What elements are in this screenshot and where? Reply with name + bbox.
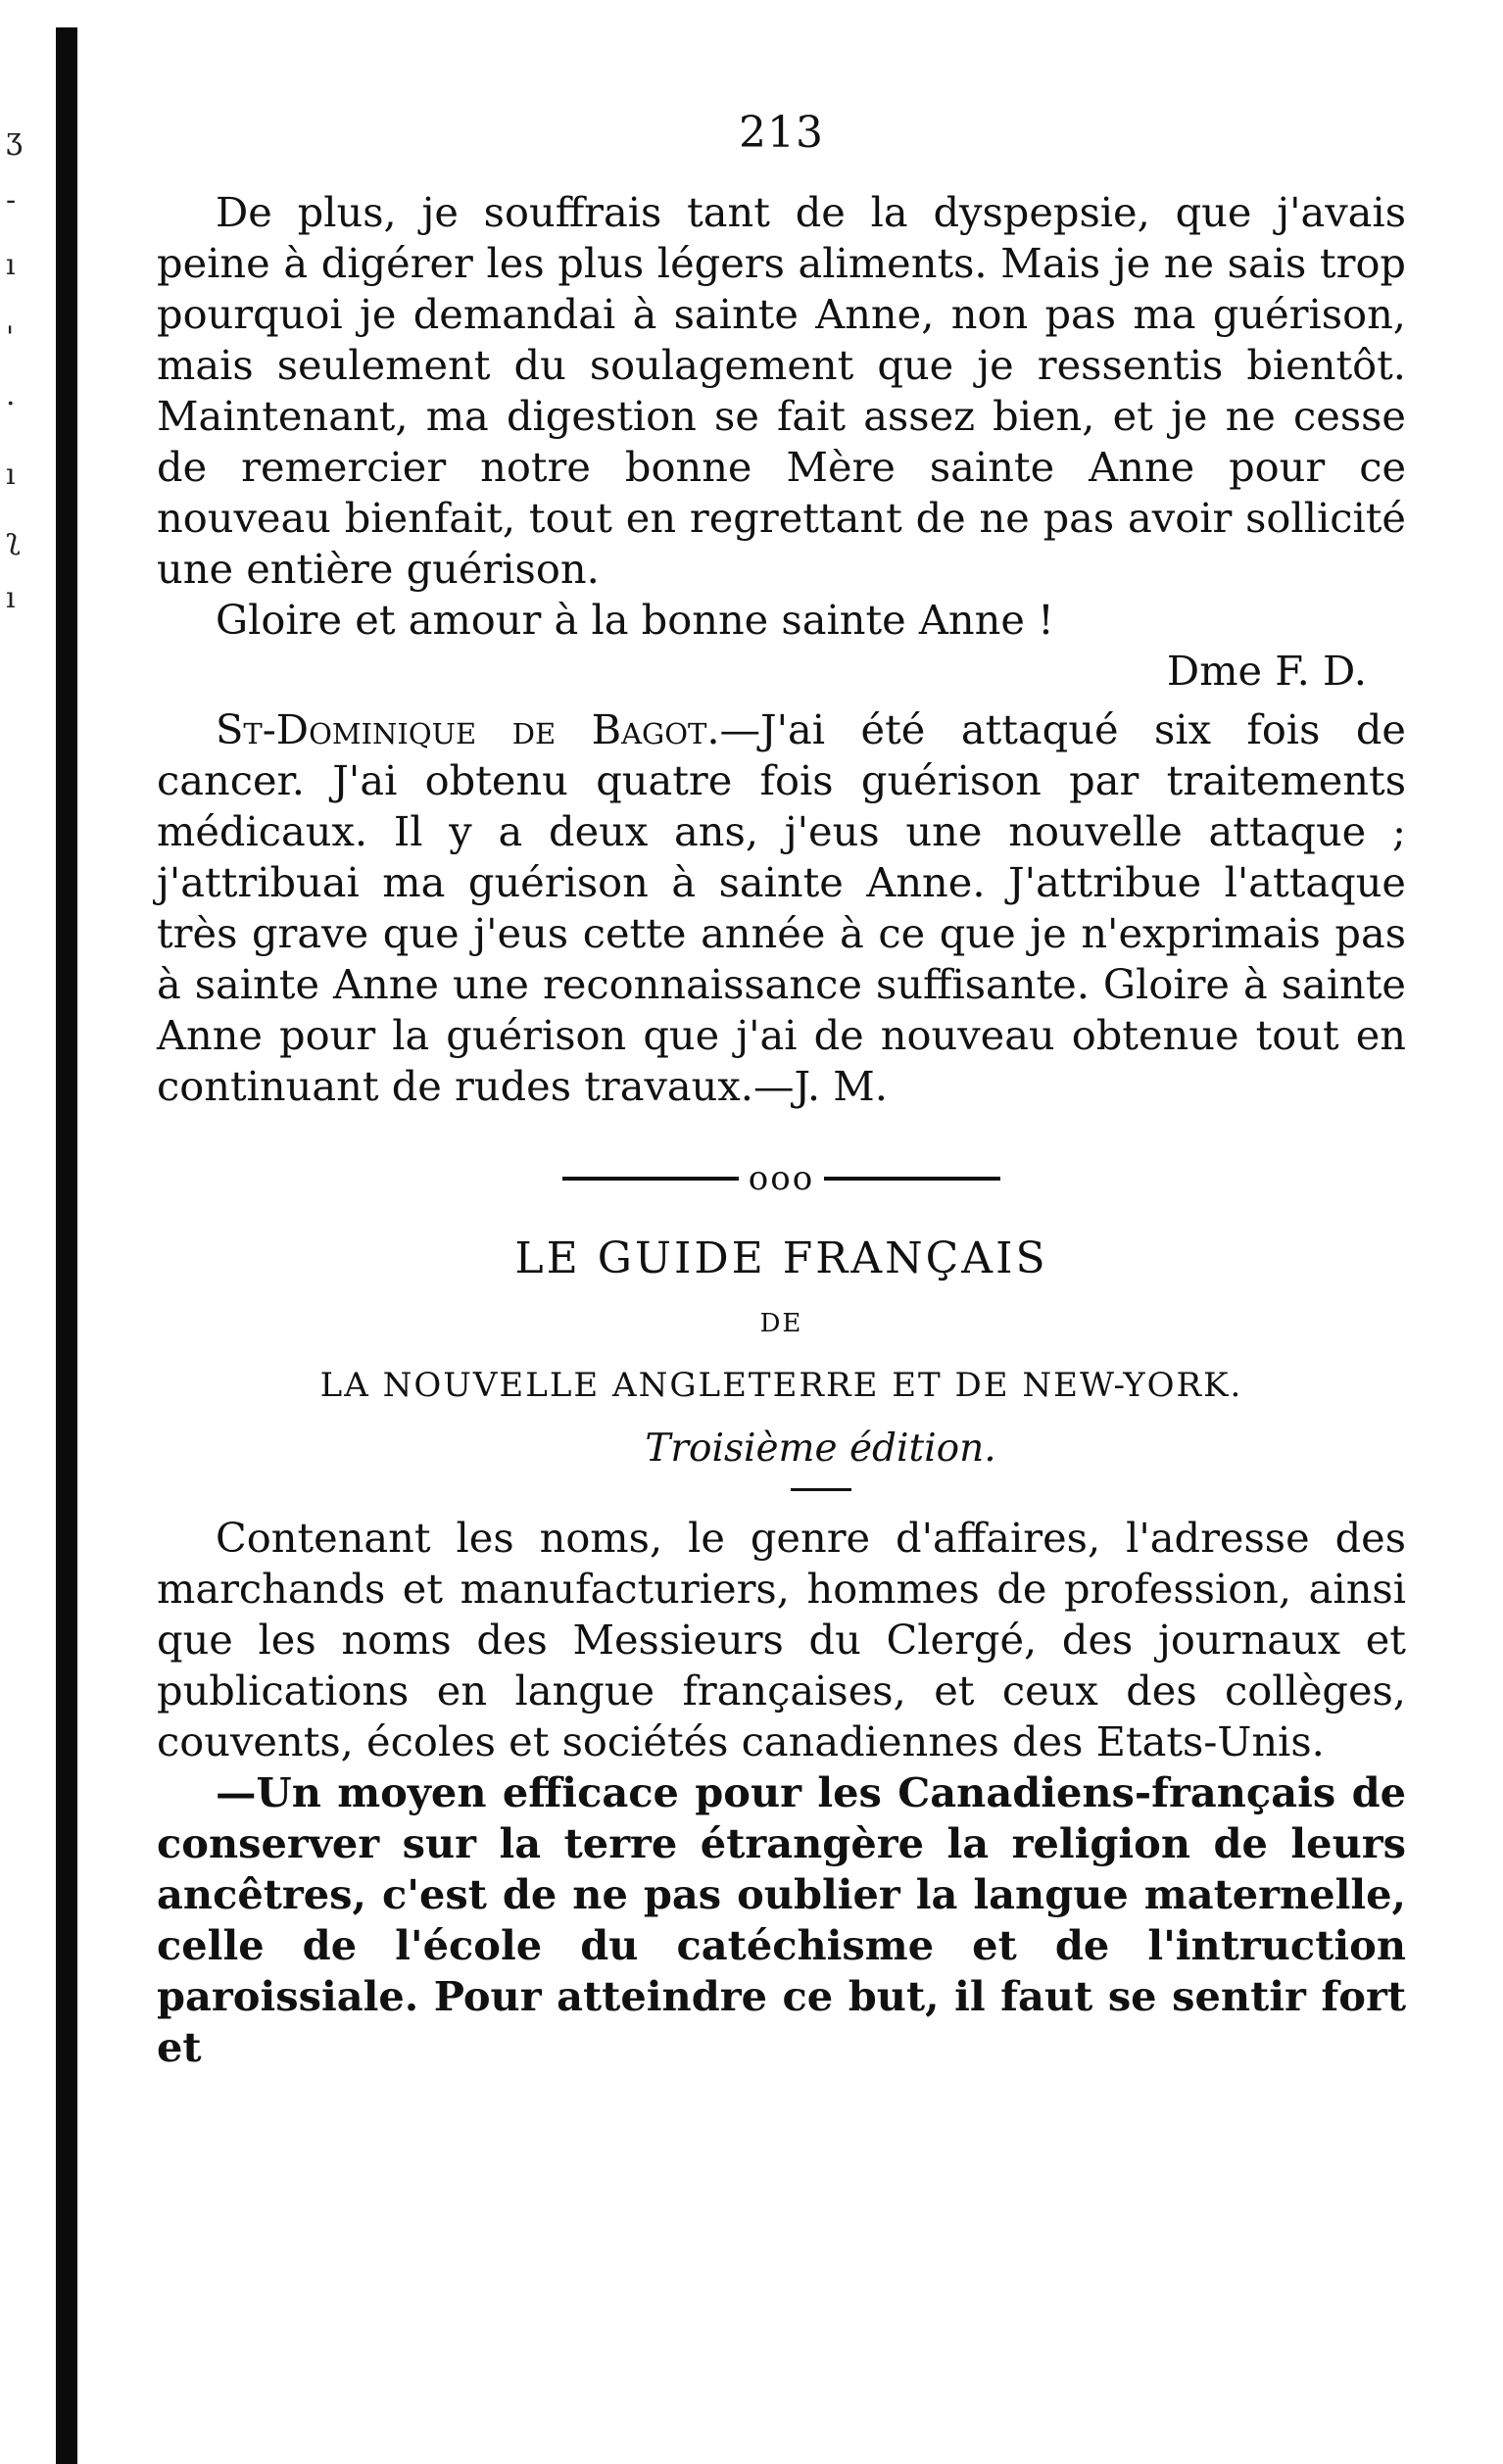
- advert-paragraph: Contenant les noms, le genre d'affaires, l'adresse des marchands et manufacturiers, hommes de profession, ainsi que les noms des Messieurs du Clergé, des journaux et publications en langue françaises, et ceux des collèges, couvents, écoles et sociétés canadiennes des Etats-Unis.: [157, 1514, 1406, 1765]
- margin-mark: ı: [6, 458, 16, 492]
- page-number: 213: [739, 108, 824, 158]
- advert-edition: Troisième édition.: [645, 1426, 996, 1471]
- testimony-paragraph-bagot: [157, 704, 1406, 1112]
- margin-mark: ı: [6, 248, 16, 282]
- signature: Dme F. D.: [1166, 647, 1367, 695]
- testimony-paragraph: De plus, je souffrais tant de la dyspepsie, que j'avais peine à digérer les plus légers aliments. Mais je ne sais trop pourquoi je demandai à sainte Anne, non pas ma guérison, mais seulement du soulagement que je ressentis bientôt. Maintenant, ma digestion se fait assez bien, et je ne cesse de remercier notre bonne Mère sainte Anne pour ce nouveau bienfait, tout en regrettant de ne pas avoir sollicité une entière guérison.: [157, 188, 1406, 593]
- place-name: St-Dominique de Bagot.: [216, 705, 720, 753]
- testimony-text: —J'ai été attaqué six fois de cancer. J'ai obtenu quatre fois guérison par traitements médicaux. Il y a deux ans, j'eus une nouvelle attaque ; j'attribuai ma guérison à sainte Anne. J'attribue l'attaque très grave que j'eus cette année à ce que je n'exprimais pas à sainte Anne une reconnaissance suffisante. Gloire à sainte Anne pour la guérison que j'ai de nouveau obtenue tout en continuant de rudes travaux.—J. M.: [157, 705, 1406, 1110]
- short-rule: [791, 1488, 851, 1491]
- divider-rule-left: [562, 1177, 739, 1181]
- doxology-line: Gloire et amour à la bonne sainte Anne !: [216, 596, 1054, 644]
- advert-de: DE: [759, 1309, 803, 1338]
- section-divider: [157, 1159, 1406, 1198]
- binding-edge: [56, 27, 77, 2464]
- advert-title: LE GUIDE FRANÇAIS: [514, 1233, 1048, 1283]
- margin-marks: [0, 0, 39, 686]
- margin-mark: ʒ: [6, 122, 23, 157]
- margin-mark: ': [6, 320, 15, 355]
- margin-mark: -: [6, 183, 17, 217]
- book-page: [157, 108, 1406, 2073]
- margin-mark: ·: [6, 387, 16, 421]
- margin-mark: ı: [6, 581, 16, 615]
- margin-mark: ʅ: [6, 522, 21, 556]
- divider-ornament: ooo: [748, 1159, 815, 1198]
- divider-rule-right: [824, 1177, 1000, 1181]
- advert-paragraph-2: —Un moyen efficace pour les Canadiens-français de conserver sur la terre étrangère la religion de leurs ancêtres, c'est de ne pas oublier la langue maternelle, celle de l'école du catéchisme et de l'intruction paroissiale. Pour atteindre ce but, il faut se sentir fort et: [157, 1768, 1406, 2071]
- advert-subtitle: LA NOUVELLE ANGLETERRE ET DE NEW-YORK.: [319, 1366, 1243, 1405]
